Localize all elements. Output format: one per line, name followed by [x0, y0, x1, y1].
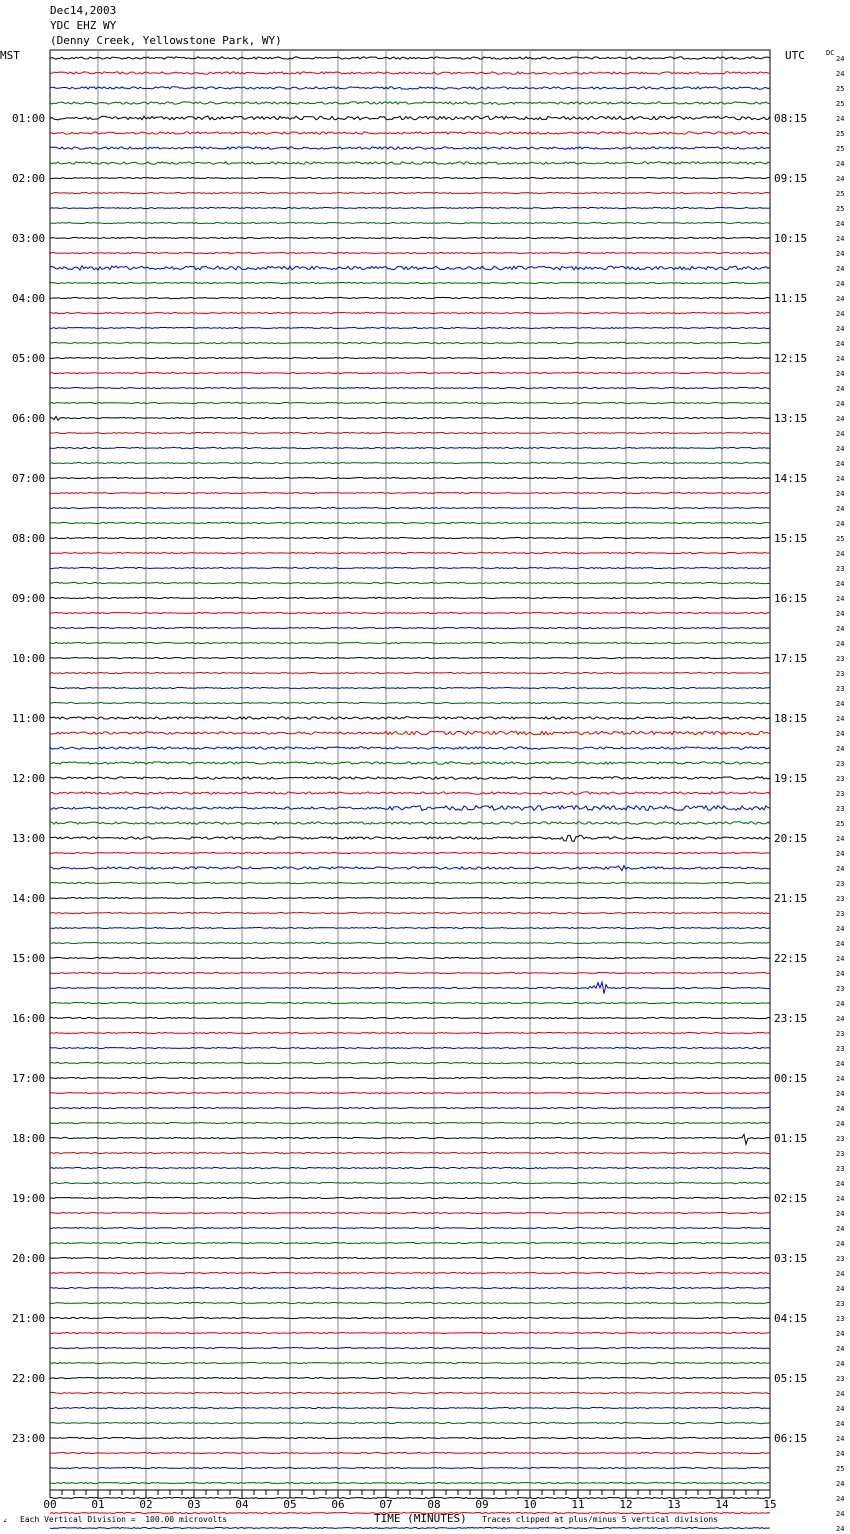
- utc-hour-label: 18:15: [774, 712, 808, 725]
- dc-offset-label: 25: [836, 85, 845, 93]
- dc-offset-label: 24: [836, 1450, 845, 1458]
- dc-offset-label: 24: [836, 970, 845, 978]
- trace-line: [50, 852, 770, 853]
- mst-hour-label: 02:00: [12, 172, 46, 185]
- trace-line: [50, 702, 770, 703]
- mst-hour-label: 10:00: [12, 652, 46, 665]
- utc-hour-label: 04:15: [774, 1312, 808, 1325]
- trace-line: [50, 642, 770, 643]
- trace-line: [50, 552, 770, 553]
- dc-offset-label: 24: [836, 235, 845, 243]
- dc-offset-label: 24: [836, 1090, 845, 1098]
- trace-line: [50, 866, 770, 871]
- trace-line: [50, 1332, 770, 1333]
- trace-line: [50, 1377, 770, 1378]
- trace-line: [50, 897, 770, 898]
- trace-line: [50, 1122, 770, 1123]
- dc-offset-label: 23: [836, 685, 845, 693]
- trace-line: [50, 192, 770, 193]
- trace-line: [50, 1527, 770, 1528]
- utc-hour-label: 20:15: [774, 832, 808, 845]
- x-tick-label: 03: [187, 1498, 201, 1511]
- dc-offset-label: 24: [836, 955, 845, 963]
- dc-offset-label: 24: [836, 115, 845, 123]
- x-tick-label: 14: [715, 1498, 729, 1511]
- trace-line: [50, 1407, 770, 1408]
- dc-offset-label: 24: [836, 1510, 845, 1518]
- dc-offset-label: 24: [836, 1120, 845, 1128]
- trace-line: [50, 102, 770, 104]
- dc-offset-label: 24: [836, 1075, 845, 1083]
- x-tick-label: 13: [667, 1498, 681, 1511]
- dc-offset-label: 23: [836, 805, 845, 813]
- dc-offset-label: 23: [836, 790, 845, 798]
- mst-hour-label: 19:00: [12, 1192, 46, 1205]
- dc-offset-label: 24: [836, 940, 845, 948]
- dc-offset-label: 24: [836, 745, 845, 753]
- mst-hour-label: 07:00: [12, 472, 46, 485]
- trace-line: [50, 1002, 770, 1003]
- x-tick-label: 09: [475, 1498, 489, 1511]
- utc-hour-label: 22:15: [774, 952, 808, 965]
- trace-line: [50, 57, 770, 59]
- dc-offset-label: 25: [836, 130, 845, 138]
- trace-line: [50, 477, 770, 478]
- dc-offset-label: 24: [836, 340, 845, 348]
- trace-line: [50, 792, 770, 794]
- x-tick-label: 10: [523, 1498, 537, 1511]
- trace-line: [50, 1287, 770, 1288]
- dc-offset-label: 24: [836, 1525, 845, 1533]
- trace-line: [50, 777, 770, 779]
- dc-offset-label: 23: [836, 1030, 845, 1038]
- trace-line: [50, 342, 770, 343]
- trace-line: [50, 806, 770, 811]
- dc-offset-label: 24: [836, 1195, 845, 1203]
- dc-offset-label: 24: [836, 1210, 845, 1218]
- trace-line: [50, 835, 770, 841]
- utc-hour-label: 03:15: [774, 1252, 808, 1265]
- dc-offset-label: 24: [836, 1345, 845, 1353]
- mst-hour-label: 11:00: [12, 712, 46, 725]
- dc-offset-label: 23: [836, 910, 845, 918]
- trace-line: [50, 402, 770, 403]
- dc-offset-label: 24: [836, 370, 845, 378]
- trace-line: [50, 416, 770, 420]
- trace-line: [50, 1047, 770, 1048]
- dc-offset-label: 23: [836, 1150, 845, 1158]
- dc-offset-label: 24: [836, 475, 845, 483]
- dc-offset-label: 23: [836, 760, 845, 768]
- dc-label: DC: [826, 49, 835, 57]
- trace-line: [50, 747, 770, 749]
- trace-line: [50, 492, 770, 493]
- dc-offset-label: 24: [836, 325, 845, 333]
- dc-offset-label: 24: [836, 1225, 845, 1233]
- dc-offset-label: 23: [836, 565, 845, 573]
- mst-hour-label: 16:00: [12, 1012, 46, 1025]
- trace-line: [50, 312, 770, 313]
- trace-line: [50, 432, 770, 433]
- utc-hour-label: 02:15: [774, 1192, 808, 1205]
- trace-line: [50, 207, 770, 208]
- dc-offset-label: 24: [836, 310, 845, 318]
- dc-offset-label: 24: [836, 1495, 845, 1503]
- trace-line: [50, 1134, 770, 1144]
- utc-hour-label: 17:15: [774, 652, 808, 665]
- trace-line: [50, 612, 770, 613]
- utc-hour-label: 06:15: [774, 1432, 808, 1445]
- trace-line: [50, 1212, 770, 1213]
- dc-offset-label: 24: [836, 1420, 845, 1428]
- mst-hour-label: 04:00: [12, 292, 46, 305]
- trace-line: [50, 1017, 770, 1018]
- trace-line: [50, 1107, 770, 1108]
- dc-offset-label: 24: [836, 1390, 845, 1398]
- trace-line: [50, 177, 770, 178]
- dc-offset-label: 24: [836, 520, 845, 528]
- dc-offset-label: 24: [836, 430, 845, 438]
- x-tick-label: 07: [379, 1498, 393, 1511]
- dc-offset-label: 23: [836, 1045, 845, 1053]
- dc-offset-label: 23: [836, 985, 845, 993]
- x-tick-label: 05: [283, 1498, 297, 1511]
- dc-offset-label: 24: [836, 730, 845, 738]
- utc-hour-label: 05:15: [774, 1372, 808, 1385]
- trace-line: [50, 882, 770, 883]
- utc-hour-label: 15:15: [774, 532, 808, 545]
- dc-offset-label: 24: [836, 265, 845, 273]
- utc-hour-label: 21:15: [774, 892, 808, 905]
- trace-line: [50, 1257, 770, 1258]
- dc-offset-label: 24: [836, 460, 845, 468]
- dc-offset-label: 23: [836, 1300, 845, 1308]
- plot-frame: [50, 50, 770, 1490]
- dc-offset-label: 24: [836, 445, 845, 453]
- footer-right-note: Traces clipped at plus/minus 5 vertical divisions: [482, 1515, 719, 1524]
- dc-offset-label: 25: [836, 190, 845, 198]
- dc-offset-label: 23: [836, 775, 845, 783]
- x-tick-label: 12: [619, 1498, 633, 1511]
- trace-line: [50, 717, 770, 719]
- trace-line: [50, 1317, 770, 1318]
- trace-line: [50, 1242, 770, 1243]
- trace-line: [50, 297, 770, 298]
- dc-offset-label: 24: [836, 280, 845, 288]
- trace-line: [50, 1077, 770, 1078]
- trace-line: [50, 1032, 770, 1033]
- dc-offset-label: 25: [836, 100, 845, 108]
- dc-offset-label: 24: [836, 715, 845, 723]
- footer-left-note: Each Vertical Division = 100.00 microvolts: [20, 1515, 228, 1524]
- trace-line: [50, 657, 770, 658]
- trace-line: [50, 252, 770, 253]
- dc-offset-label: 24: [836, 220, 845, 228]
- utc-hour-label: 08:15: [774, 112, 808, 125]
- dc-offset-label: 24: [836, 400, 845, 408]
- mst-hour-label: 14:00: [12, 892, 46, 905]
- x-tick-label: 11: [571, 1498, 585, 1511]
- dc-offset-label: 24: [836, 1360, 845, 1368]
- dc-offset-label: 24: [836, 850, 845, 858]
- dc-offset-label: 25: [836, 1465, 845, 1473]
- dc-offset-label: 24: [836, 595, 845, 603]
- trace-line: [50, 1167, 770, 1168]
- x-axis-label: TIME (MINUTES): [374, 1512, 467, 1525]
- dc-offset-label: 23: [836, 1255, 845, 1263]
- trace-line: [50, 597, 770, 598]
- utc-hour-label: 00:15: [774, 1072, 808, 1085]
- dc-offset-label: 24: [836, 355, 845, 363]
- mst-hour-label: 12:00: [12, 772, 46, 785]
- mst-hour-label: 20:00: [12, 1252, 46, 1265]
- dc-offset-label: 24: [836, 175, 845, 183]
- dc-offset-label: 23: [836, 1135, 845, 1143]
- utc-hour-label: 01:15: [774, 1132, 808, 1145]
- utc-hour-label: 16:15: [774, 592, 808, 605]
- dc-offset-label: 24: [836, 160, 845, 168]
- header-location: (Denny Creek, Yellowstone Park, WY): [50, 34, 282, 47]
- trace-line: [50, 162, 770, 164]
- corner-mark: ∠: [3, 1517, 8, 1525]
- mst-hour-label: 18:00: [12, 1132, 46, 1145]
- mst-hour-label: 05:00: [12, 352, 46, 365]
- trace-line: [50, 1182, 770, 1183]
- x-tick-label: 02: [139, 1498, 153, 1511]
- dc-offset-label: 24: [836, 1285, 845, 1293]
- dc-offset-label: 24: [836, 1060, 845, 1068]
- trace-line: [50, 87, 770, 89]
- utc-hour-label: 12:15: [774, 352, 808, 365]
- dc-offset-label: 24: [836, 55, 845, 63]
- header-station: YDC EHZ WY: [50, 19, 117, 32]
- dc-offset-label: 24: [836, 610, 845, 618]
- trace-line: [50, 462, 770, 463]
- dc-offset-label: 24: [836, 415, 845, 423]
- dc-offset-label: 24: [836, 1330, 845, 1338]
- trace-line: [50, 582, 770, 583]
- trace-line: [50, 537, 770, 538]
- utc-hour-label: 19:15: [774, 772, 808, 785]
- dc-offset-label: 24: [836, 1270, 845, 1278]
- trace-line: [50, 1302, 770, 1303]
- trace-line: [50, 1362, 770, 1363]
- dc-offset-label: 23: [836, 1165, 845, 1173]
- dc-offset-label: 24: [836, 1405, 845, 1413]
- trace-line: [50, 627, 770, 628]
- dc-offset-label: 24: [836, 505, 845, 513]
- dc-offset-label: 24: [836, 550, 845, 558]
- trace-line: [50, 1497, 770, 1498]
- dc-offset-label: 24: [836, 70, 845, 78]
- dc-offset-label: 23: [836, 670, 845, 678]
- trace-line: [50, 1392, 770, 1393]
- trace-line: [50, 507, 770, 508]
- trace-line: [50, 982, 770, 994]
- x-tick-label: 06: [331, 1498, 345, 1511]
- dc-offset-label: 24: [836, 865, 845, 873]
- trace-line: [50, 927, 770, 928]
- trace-line: [50, 522, 770, 523]
- header-date: Dec14,2003: [50, 4, 117, 17]
- dc-offset-label: 25: [836, 205, 845, 213]
- trace-line: [50, 282, 770, 283]
- utc-hour-label: 11:15: [774, 292, 808, 305]
- dc-offset-label: 23: [836, 1315, 845, 1323]
- mst-hour-label: 08:00: [12, 532, 46, 545]
- mst-hour-label: 22:00: [12, 1372, 46, 1385]
- trace-line: [50, 1227, 770, 1228]
- trace-line: [50, 942, 770, 943]
- utc-hour-label: 13:15: [774, 412, 808, 425]
- trace-line: [50, 372, 770, 373]
- dc-offset-label: 23: [836, 655, 845, 663]
- mst-hour-label: 03:00: [12, 232, 46, 245]
- mst-hour-label: 13:00: [12, 832, 46, 845]
- trace-line: [50, 1422, 770, 1423]
- trace-line: [50, 116, 770, 120]
- trace-line: [50, 1152, 770, 1153]
- trace-line: [50, 237, 770, 238]
- trace-line: [50, 731, 770, 735]
- dc-offset-label: 25: [836, 535, 845, 543]
- trace-line: [50, 972, 770, 973]
- dc-offset-label: 25: [836, 820, 845, 828]
- trace-line: [50, 266, 770, 270]
- dc-offset-label: 24: [836, 640, 845, 648]
- dc-offset-label: 24: [836, 385, 845, 393]
- trace-line: [50, 1467, 770, 1468]
- dc-offset-label: 24: [836, 1000, 845, 1008]
- trace-line: [50, 1482, 770, 1483]
- trace-line: [50, 447, 770, 448]
- trace-line: [50, 957, 770, 958]
- mst-hour-label: 21:00: [12, 1312, 46, 1325]
- trace-line: [50, 72, 770, 74]
- trace-line: [50, 387, 770, 388]
- trace-line: [50, 147, 770, 149]
- trace-line: [50, 222, 770, 223]
- trace-line: [50, 672, 770, 673]
- x-tick-label: 08: [427, 1498, 441, 1511]
- trace-line: [50, 822, 770, 824]
- utc-hour-label: 09:15: [774, 172, 808, 185]
- x-tick-label: 04: [235, 1498, 249, 1511]
- dc-offset-label: 24: [836, 1435, 845, 1443]
- dc-offset-label: 24: [836, 700, 845, 708]
- trace-line: [50, 912, 770, 913]
- mst-hour-label: 06:00: [12, 412, 46, 425]
- mst-hour-label: 09:00: [12, 592, 46, 605]
- utc-hour-label: 14:15: [774, 472, 808, 485]
- mst-axis-label: MST: [0, 49, 20, 62]
- dc-offset-label: 24: [836, 1105, 845, 1113]
- trace-line: [50, 1062, 770, 1063]
- trace-line: [50, 687, 770, 688]
- dc-offset-label: 24: [836, 1240, 845, 1248]
- trace-line: [50, 1272, 770, 1273]
- trace-line: [50, 1347, 770, 1348]
- mst-hour-label: 17:00: [12, 1072, 46, 1085]
- dc-offset-label: 23: [836, 895, 845, 903]
- trace-line: [50, 357, 770, 358]
- x-tick-label: 00: [43, 1498, 57, 1511]
- dc-offset-label: 24: [836, 1015, 845, 1023]
- dc-offset-label: 24: [836, 1180, 845, 1188]
- utc-axis-label: UTC: [785, 49, 805, 62]
- mst-hour-label: 15:00: [12, 952, 46, 965]
- dc-offset-label: 24: [836, 580, 845, 588]
- dc-offset-label: 24: [836, 295, 845, 303]
- dc-offset-label: 24: [836, 625, 845, 633]
- dc-offset-label: 23: [836, 880, 845, 888]
- trace-line: [50, 327, 770, 328]
- dc-offset-label: 24: [836, 490, 845, 498]
- mst-hour-label: 01:00: [12, 112, 46, 125]
- trace-line: [50, 1452, 770, 1453]
- x-tick-label: 15: [763, 1498, 777, 1511]
- dc-offset-label: 24: [836, 835, 845, 843]
- mst-hour-label: 23:00: [12, 1432, 46, 1445]
- utc-hour-label: 10:15: [774, 232, 808, 245]
- trace-line: [50, 132, 770, 134]
- trace-line: [50, 762, 770, 764]
- x-tick-label: 01: [91, 1498, 105, 1511]
- trace-line: [50, 567, 770, 568]
- trace-line: [50, 1197, 770, 1198]
- dc-offset-label: 25: [836, 145, 845, 153]
- trace-line: [50, 1092, 770, 1093]
- dc-offset-label: 23: [836, 1375, 845, 1383]
- dc-offset-label: 24: [836, 1480, 845, 1488]
- trace-line: [50, 1437, 770, 1438]
- utc-hour-label: 23:15: [774, 1012, 808, 1025]
- dc-offset-label: 24: [836, 250, 845, 258]
- dc-offset-label: 24: [836, 925, 845, 933]
